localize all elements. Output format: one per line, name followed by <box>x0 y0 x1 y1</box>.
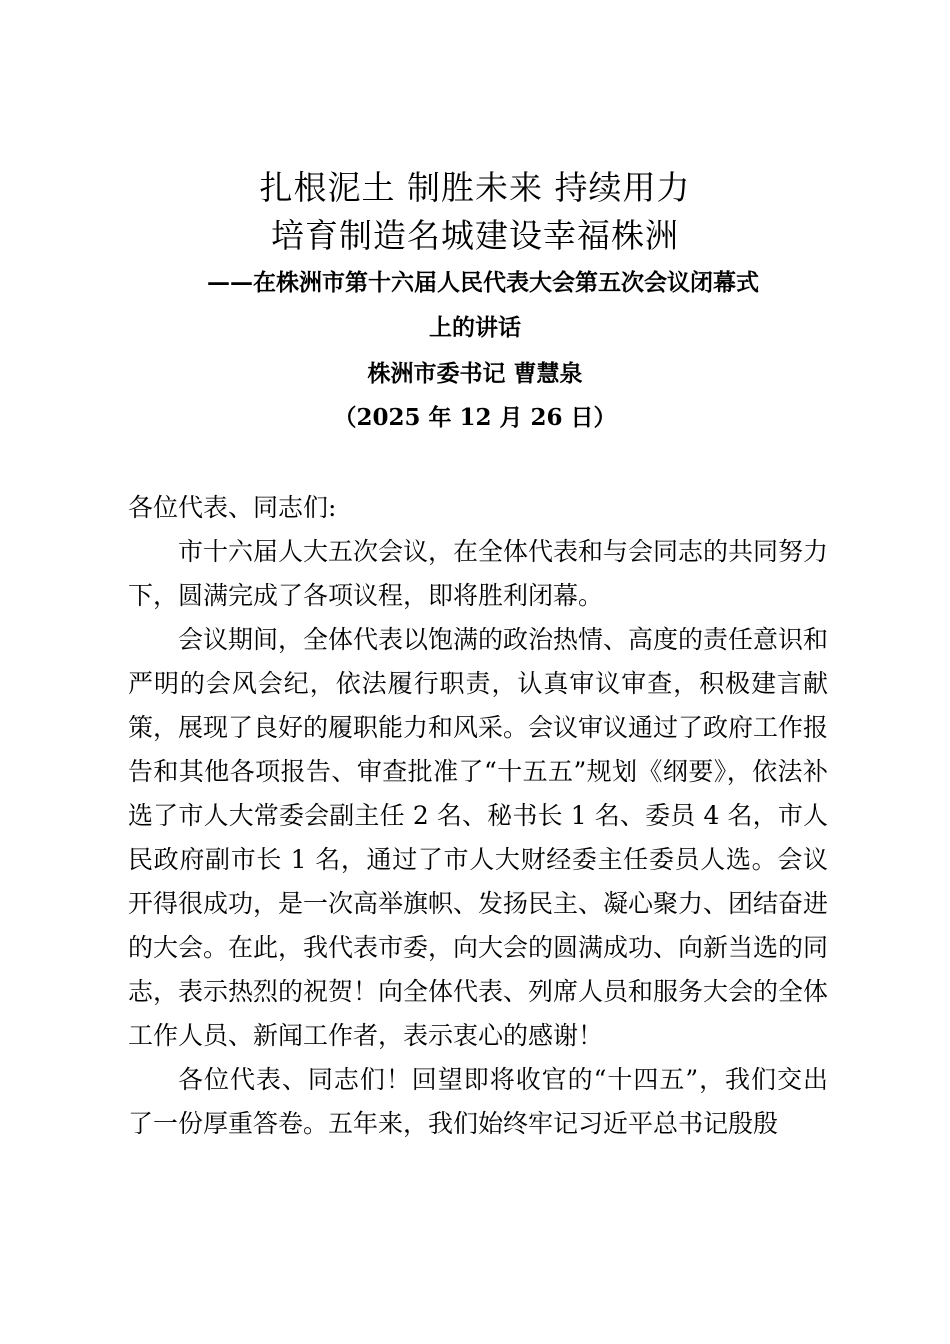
paragraph-2: 会议期间，全体代表以饱满的政治热情、高度的责任意识和严明的会风会纪，依法履行职责，认真审议审查，积极建言献策，展现了良好的履职能力和风采。会议审议通过了政府工作报告和其他各项报告、审查批准了“十五五”规划《纲要》，依法补选了市人大常委会副主任 2 名、秘书长 1 名、委员 4 名，市人民政府副市长 1 名，通过了市人大财经委主任委员人选。会议开得很成功，是一次高举旗帜、发扬民主、凝心聚力、团结奋进的大会。在此，我代表市委，向大会的圆满成功、向新当选的同志，表示热烈的祝贺！向全体代表、列席人员和服务大会的全体工作人员、新闻工作者，表示衷心的感谢！ <box>128 625 829 1050</box>
salutation: 各位代表、同志们: <box>128 493 337 522</box>
paragraph-3: 各位代表、同志们！回望即将收官的“十四五”，我们交出了一份厚重答卷。五年来，我们始终牢记习近平总书记殷殷 <box>128 1065 828 1138</box>
author-line: 株洲市委书记 曹慧泉 <box>367 360 583 387</box>
date-line: （2025 年 12 月 26 日） <box>333 404 617 431</box>
subtitle-line-1: ——在株洲市第十六届人民代表大会第五次会议闭幕式 <box>207 269 759 296</box>
title-line-2: 培育制造名城建设幸福株洲 <box>271 216 679 255</box>
subtitle-line-2: 上的讲话 <box>429 314 521 341</box>
paragraph-1: 市十六届人大五次会议，在全体代表和与会同志的共同努力下，圆满完成了各项议程，即将胜利闭幕。 <box>128 537 829 610</box>
title-line-1: 扎根泥土 制胜未来 持续用力 <box>259 168 691 207</box>
body-text <box>128 486 828 1146</box>
